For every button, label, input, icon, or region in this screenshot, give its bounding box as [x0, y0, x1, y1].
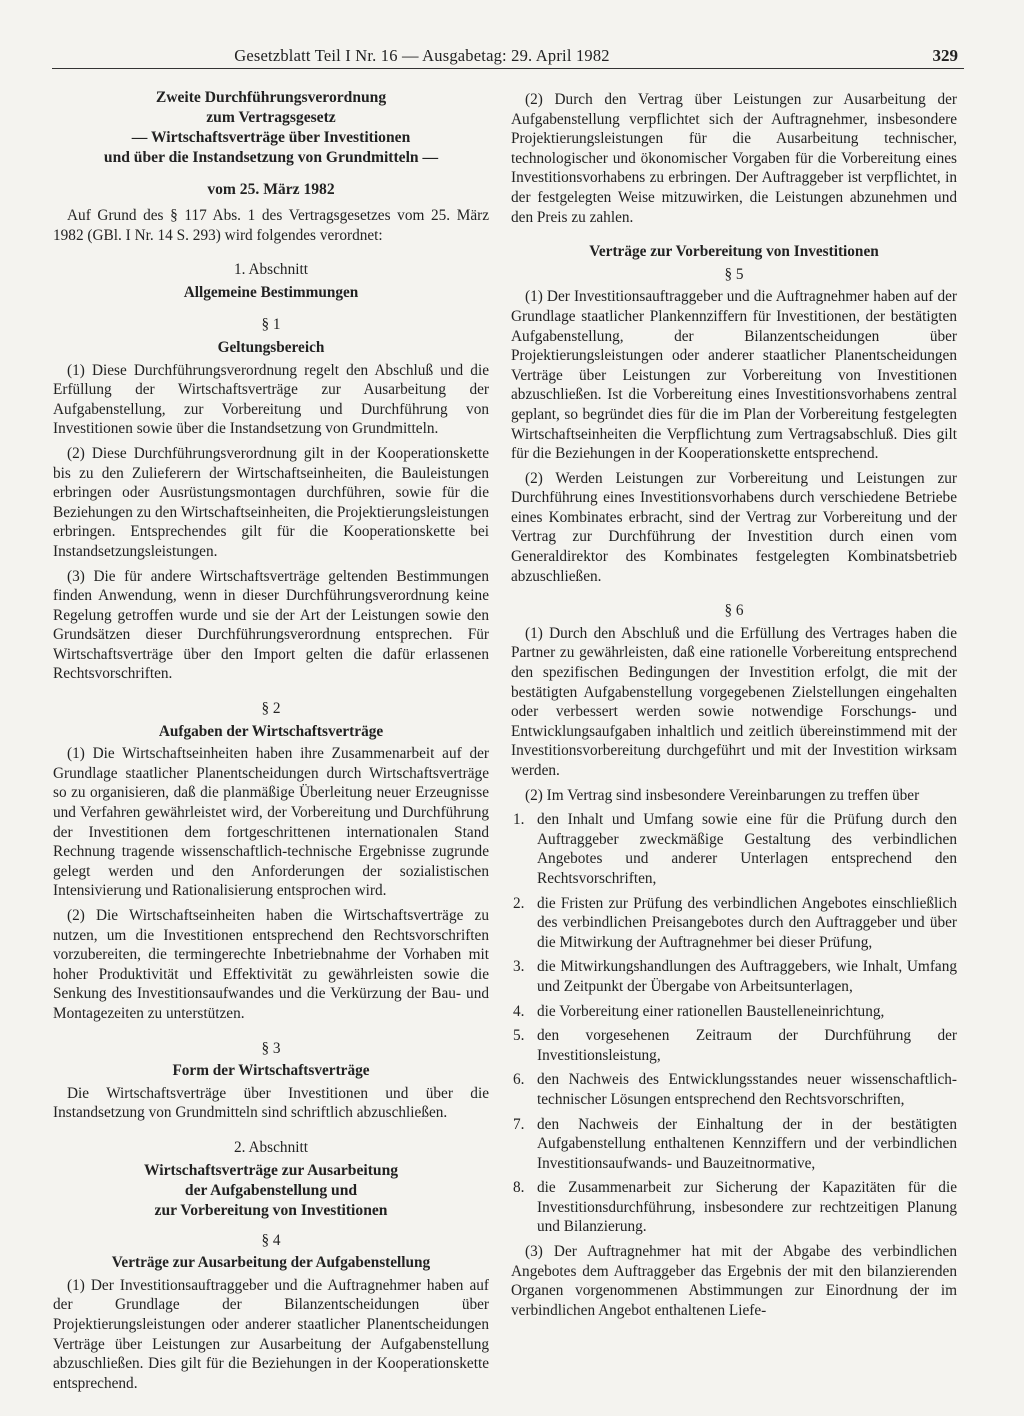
list-item: [511, 1178, 957, 1237]
paragraph-5-number: § 5: [724, 265, 744, 283]
list-item-text: den vorgesehenen Zeitraum der Durchführung der Investitionsleistung,: [537, 1027, 957, 1064]
paragraph-6-number: § 6: [724, 602, 744, 620]
list-item-text: den Nachweis der Einhaltung der in der bestätigten Aufgabenstellung enthaltenen Kennziffern und der verbindlichen Investitionsaufwands- und Bauzeitnormative,: [537, 1115, 957, 1172]
list-item-number: 3.: [513, 958, 525, 976]
list-item-text: die Zusammenarbeit zur Sicherung der Kapazitäten für die Investitionsdurchführung, insbesondere zur rechtzeitigen Planung und Bilanzierung.: [537, 1179, 957, 1236]
list-item-number: 6.: [513, 1071, 525, 1089]
paragraph-3-title: Form der Wirtschaftsverträge: [172, 1062, 370, 1080]
list-item: [511, 1070, 957, 1109]
list-item-number: 8.: [513, 1179, 525, 1197]
list-item: [511, 1002, 957, 1022]
agreement-list: [511, 810, 957, 1237]
paragraph-1-sub-1: (1) Diese Durchführungsverordnung regelt den Abschluß und die Erfüllung der Wirtschaftsverträge zur Ausarbeitung der Aufgabenstellung, zur Vorbereitung und Durchführung von Investitionen sowie über die Instandsetzung von Grundmitteln.: [53, 361, 489, 438]
title-line: und über die Instandsetzung von Grundmitteln —: [103, 149, 439, 166]
left-column: [53, 88, 489, 1398]
list-item-text: den Nachweis des Entwicklungsstandes neuer wissenschaftlich-technischer Lösungen entsprechend den Rechtsvorschriften,: [537, 1071, 957, 1108]
list-item-number: 1.: [513, 811, 525, 829]
abschnitt-1-label: 1. Abschnitt: [234, 261, 308, 279]
paragraph-1-sub-3: (3) Die für andere Wirtschaftsverträge geltenden Bestimmungen finden Anwendung, wenn in dieser Durchführungsverordnung keine Regelung getroffen wurde und sie der Art der Leistungen sowie den Grundsätzen dieser Durchführungsverordnung entsprechen. Für Wirtschaftsverträge über den Import gelten die dafür erlassenen Rechtsvorschriften.: [53, 567, 489, 683]
abschnitt-2-label: 2. Abschnitt: [234, 1138, 308, 1156]
paragraph-4-sub-1: (1) Der Investitionsauftraggeber und die Auftragnehmer haben auf der Grundlage der Bilanzentscheidungen über Projektierungsleistungen oder anderer staatlicher Planentscheidungen Verträge über Leistungen zur Ausarbeitung der Aufgabenstellung abzuschließen. Dies gilt für die Beziehungen in der Kooperationskette entsprechend.: [53, 1276, 489, 1392]
section-title-vorbereitung: Verträge zur Vorbereitung von Investitionen: [589, 243, 879, 261]
list-item-number: 4.: [513, 1002, 525, 1020]
paragraph-1-sub-2: (2) Diese Durchführungsverordnung gilt in der Kooperationskette bis zu den Zulieferern der Wirtschaftseinheiten, die Bauleistungen erbringen oder Ausrüstungsmontagen durchführen, sowie für die Beziehungen zu den Wirtschaftseinheiten, die Projektierungsleistungen erbringen. Entsprechendes gilt für die Kooperationskette bei Instandsetzungsleistungen.: [53, 444, 489, 560]
list-item-number: 2.: [513, 894, 525, 912]
paragraph-2-title: Aufgaben der Wirtschaftsverträge: [158, 722, 384, 740]
preamble: Auf Grund des § 117 Abs. 1 des Vertragsgesetzes vom 25. März 1982 (GBl. I Nr. 14 S. 293) wird folgendes verordnet:: [53, 207, 489, 244]
list-item: [511, 810, 957, 888]
list-item-text: den Inhalt und Umfang sowie eine für die Prüfung durch den Auftraggeber zweckmäßige Gestaltung des verbindlichen Angebotes und anderer Unterlagen entsprechend den Rechtsvorschriften,: [537, 811, 957, 887]
paragraph-2-sub-1: (1) Die Wirtschaftseinheiten haben ihre Zusammenarbeit auf der Grundlage staatlicher Planentscheidungen durch Wirtschaftsverträge so zu organisieren, daß die planmäßige Überleitung neuer Erzeugnisse und Verfahren gewährleistet wird, der Vorbereitung und Durchführung der Investitionen dem fortgeschrittenen internationalen Stand Rechnung tragende wissenschaftlich-technische Ergebnisse zugrunde gelegt werden und den Anforderungen der sozialistischen Intensivierung und Rationalisierung entsprochen wird.: [53, 745, 489, 900]
paragraph-1-number: § 1: [261, 316, 281, 334]
list-item: [511, 894, 957, 953]
list-item-text: die Vorbereitung einer rationellen Baustelleneinrichtung,: [537, 1002, 885, 1020]
gazette-title: Gesetzblatt Teil I Nr. 16 — Ausgabetag: 29. April 1982: [234, 46, 610, 65]
abschnitt-1-title: Allgemeine Bestimmungen: [183, 283, 359, 301]
paragraph-2-number: § 2: [261, 700, 281, 718]
paragraph-3-text: Die Wirtschaftsverträge über Investitionen und über die Instandsetzung von Grundmitteln sind schriftlich abzuschließen.: [53, 1084, 489, 1122]
paragraph-6-sub-3: (3) Der Auftragnehmer hat mit der Abgabe des verbindlichen Angebotes dem Auftraggeber das Ergebnis der mit den bilanzierenden Organen vorgenommenen Abstimmungen zur Einordnung der im verbindlichen Angebot enthaltenen Liefe-: [511, 1243, 957, 1319]
abschnitt-2-title-line: Wirtschaftsverträge zur Ausarbeitung: [143, 1161, 399, 1179]
ordinance-title: [53, 88, 489, 168]
title-line: — Wirtschaftsverträge über Investitionen: [131, 129, 411, 146]
abschnitt-2-title-line: der Aufgabenstellung und: [184, 1181, 358, 1199]
list-item-number: 7.: [513, 1115, 525, 1133]
ordinance-date: vom 25. März 1982: [207, 181, 335, 198]
paragraph-2-sub-2: (2) Die Wirtschaftseinheiten haben die Wirtschaftsverträge zu nutzen, um die Investitionen entsprechend den Rechtsvorschriften vorzubereiten, die termingerechte Inbetriebnahme der Vorhaben mit hoher Produktivität und Effektivität zu gewährleisten sowie die Senkung des Investitionsaufwandes und die Verkürzung der Bau- und Montagezeiten zu unterstützen.: [53, 907, 489, 1022]
list-item-text: die Mitwirkungshandlungen des Auftraggebers, wie Inhalt, Umfang und Zeitpunkt der Übergabe von Arbeitsunterlagen,: [537, 958, 957, 995]
abschnitt-2-title-line: zur Vorbereitung von Investitionen: [154, 1201, 388, 1219]
right-column: [511, 90, 957, 1325]
abschnitt-2-title: [53, 1161, 489, 1221]
paragraph-4-sub-2: (2) Durch den Vertrag über Leistungen zur Ausarbeitung der Aufgabenstellung verpflichtet sich der Auftragnehmer, insbesondere Projektierungsleistungen für die Ausarbeitung technischer, technologischer und ökonomischer Vorgaben für die Vorbereitung eines Investitionsvorhabens zu erbringen. Der Auftraggeber ist verpflichtet, in der festgelegten Weise mitzuwirken, die Leistungen abzunehmen und den Preis zu zahlen.: [511, 91, 957, 226]
paragraph-6-sub-2: (2) Im Vertrag sind insbesondere Vereinbarungen zu treffen über: [525, 786, 920, 804]
paragraph-1-title: Geltungsbereich: [217, 338, 325, 356]
title-line: zum Vertragsgesetz: [206, 109, 336, 126]
list-item: [511, 957, 957, 996]
paragraph-4-title: Verträge zur Ausarbeitung der Aufgabenstellung: [111, 1254, 431, 1272]
paragraph-3-number: § 3: [261, 1039, 281, 1057]
page-number: 329: [932, 46, 958, 65]
paragraph-4-number: § 4: [261, 1231, 281, 1249]
paragraph-5-sub-1: (1) Der Investitionsauftraggeber und die Auftragnehmer haben auf der Grundlage staatlicher Plankennziffern für Investitionen, der bestätigten Aufgabenstellung, der Bilanzentscheidungen über Projektierungsleistungen oder anderer staatlicher Planentscheidungen Verträge über Leistungen zur Vorbereitung von Investitionen abzuschließen. Ist die Vorbereitung eines Investitionsvorhabens zentral geplant, so begründet dies für die im Plan der Vorbereitung festgelegten Wirtschaftseinheiten die Verpflichtung zum Vertragsabschluß. Dies gilt für die Beziehungen in der Kooperationskette entsprechend.: [511, 288, 957, 463]
header-rule: [52, 68, 964, 69]
list-item: [511, 1115, 957, 1174]
paragraph-6-sub-1: (1) Durch den Abschluß und die Erfüllung des Vertrages haben die Partner zu gewährleisten, daß eine rationelle Vorbereitung entsprechend den spezifischen Bedingungen der Investition erfolgt, die mit der bestätigten Aufgabenstellung vorgegebenen Zielstellungen eingehalten oder verbessert werden sowie notwendige Forschungs- und Entwicklungsaufgaben inhaltlich und zeitlich übereinstimmend mit der Investitionsvorbereitung durchgeführt und mit der Investition wirksam werden.: [511, 624, 957, 779]
list-item-text: die Fristen zur Prüfung des verbindlichen Angebotes einschließlich des verbindlichen Preisangebotes durch den Auftraggeber und über die Mitwirkung der Auftragnehmer bei dieser Prüfung,: [537, 894, 957, 951]
list-item-number: 5.: [513, 1027, 525, 1045]
title-line: Zweite Durchführungsverordnung: [155, 89, 387, 106]
page-header: [52, 44, 964, 70]
paragraph-5-sub-2: (2) Werden Leistungen zur Vorbereitung und Leistungen zur Durchführung eines Investitionsvorhabens durch verschiedene Betriebe eines Kombinates erbracht, sind der Vertrag zur Vorbereitung und der Vertrag zur Durchführung der Investition durch einen vom Generaldirektor des Kombinates festgelegten Kombinatsbetrieb abzuschließen.: [511, 469, 957, 585]
list-item: [511, 1026, 957, 1065]
